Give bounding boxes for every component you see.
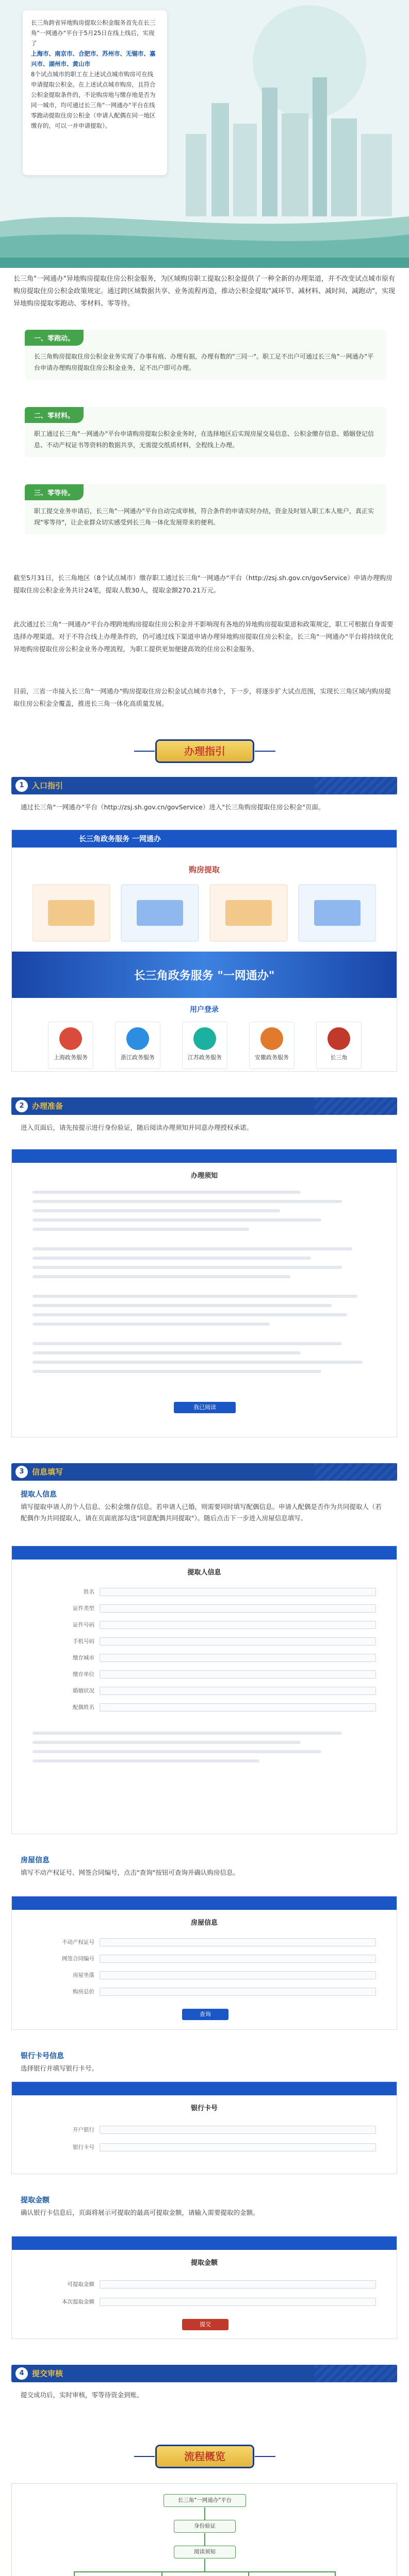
block-head: 三、零等待。 xyxy=(25,484,84,500)
applicant-form-screenshot xyxy=(11,1546,397,1834)
guide-banner xyxy=(134,737,275,766)
flow-connector xyxy=(204,2533,205,2546)
flow-step: 身份验证 xyxy=(174,2520,236,2533)
notice-screenshot xyxy=(11,1149,397,1437)
form-row xyxy=(32,1620,376,1630)
form-row xyxy=(32,2125,376,2134)
amount-field[interactable] xyxy=(100,2298,376,2306)
flow-banner xyxy=(134,2442,275,2471)
flow-title: 流程概览 xyxy=(157,2446,253,2467)
amount-form-screenshot xyxy=(11,2236,397,2339)
policy-paragraph: 此次通过长三角"一网通办"平台办理跨地购房提取住房公积金并不影响现有各地的异地购房提取渠道和政策规定，职工可根据自身需要选择办理渠道。对于不符合线上办理条件的，仍可通过线下渠道申请办理异地购房提取住房公积金。长三角"一网通办"平台将持续优化异地购房提取住房公积金业务办理流程，为职工提供更加便捷高效的住房公积金服务。 xyxy=(13,620,394,653)
tile-label: 上海政务服务 xyxy=(54,1054,88,1061)
text-line xyxy=(32,1266,342,1269)
section-3-header xyxy=(11,1463,397,1481)
field-label: 购房总价 xyxy=(73,1989,94,1995)
section-4-text: 提交成功后，实时审核，零等待资金到账。 xyxy=(21,2391,143,2399)
banner-line-right xyxy=(255,751,275,752)
section-number: 1 xyxy=(15,779,28,792)
field-label: 不动产权证号 xyxy=(62,1939,94,1945)
applicant-text: 填写提取申请人的个人信息、公积金缴存信息。若申请人已婚，则需要同时填写配偶信息。申请人配偶是否作为共同提取人（若配偶作为共同提取人，请在页面底部勾选"同意配偶共同提取"）。随后点击下一步进入房屋信息填写。 xyxy=(21,1503,382,1522)
portal-banner-text: 长三角政务服务 "一网通办" xyxy=(134,970,275,982)
banner-line-left xyxy=(134,2456,155,2457)
block-body: 职工通过长三角"一网通办"平台申请购房提取公积金业务时，在选择地区后实现房屋交易信息、公积金缴存信息、婚姻登记信息、不动产权证书等资料的数据共享，无需提交纸质材料，全程线上办理。 xyxy=(34,430,374,449)
section-2-text: 进入页面后，请先按提示进行身份验证，随后阅读办理须知并同意办理授权承诺。 xyxy=(21,1124,253,1131)
phone-field[interactable] xyxy=(100,1637,376,1646)
portal-logo: 长三角政务服务 一网通办 xyxy=(79,835,161,843)
form-row xyxy=(32,1637,376,1646)
field-label: 手机号码 xyxy=(73,1638,94,1645)
section-label: 提交审核 xyxy=(32,2369,63,2378)
text-line xyxy=(32,1732,342,1735)
header-stripe xyxy=(315,1097,397,1115)
portal-banner xyxy=(12,952,397,998)
city-select[interactable] xyxy=(100,1654,376,1662)
portal-tile-delta[interactable] xyxy=(316,1022,362,1069)
portal-screenshot xyxy=(11,829,397,1072)
text-line xyxy=(32,1750,321,1753)
price-field[interactable] xyxy=(100,1988,376,1996)
bank-text: 选择银行并填写银行卡号。 xyxy=(21,2064,99,2072)
form-row xyxy=(32,1587,376,1597)
field-label: 银行卡号 xyxy=(73,2144,94,2150)
city-icon xyxy=(126,1027,149,1050)
tile-label: 浙江政务服务 xyxy=(121,1054,155,1061)
portal-tile-anhui[interactable] xyxy=(249,1022,295,1069)
banner-line-right xyxy=(255,2456,275,2457)
form-row xyxy=(32,1971,376,1980)
flow-connector xyxy=(204,2559,205,2571)
form-row xyxy=(32,2143,376,2152)
hero-line-3: 8个试点城市的职工在上述试点城市购房可在线申请提取公积金。在上述试点城市购房，且符合公积金提取条件的，不论购房地与缴存地是否为同一城市，均可通过长三角"一网通办"平台在线零跑动提取住房公积金（申请人配偶在同一地区缴存的，可以一并申请提取）。 xyxy=(31,71,156,129)
field-label: 本次提取金额 xyxy=(62,2299,94,2305)
text-line xyxy=(32,1342,342,1345)
employer-field[interactable] xyxy=(100,1670,376,1679)
portal-tile-zhejiang[interactable] xyxy=(115,1022,160,1069)
portal-tile-jiangsu[interactable] xyxy=(182,1022,227,1069)
portal-service-cards xyxy=(32,879,376,946)
flow-connector xyxy=(335,2571,336,2576)
text-line xyxy=(32,1209,280,1212)
section-number: 2 xyxy=(15,1100,28,1112)
section-1-text: 通过长三角"一网通办"平台（http://zsj.sh.gov.cn/govService）进入"长三角购房提取住房公积金"页面。 xyxy=(21,803,325,811)
submit-button[interactable]: 提交 xyxy=(182,2319,228,2330)
tile-label: 江苏政务服务 xyxy=(188,1054,222,1061)
text-line xyxy=(32,1759,259,1762)
field-label: 可提取金额 xyxy=(67,2281,94,2287)
flow-step: 长三角"一网通办"平台 xyxy=(163,2494,246,2507)
field-label: 房屋坐落 xyxy=(73,1972,94,1978)
flow-connector xyxy=(204,2507,205,2520)
field-label: 缴存单位 xyxy=(73,1671,94,1677)
portal-header xyxy=(12,830,397,848)
flow-connector xyxy=(74,2571,75,2576)
section-2-header xyxy=(11,1097,397,1115)
guide-title: 办理指引 xyxy=(157,741,253,761)
agree-button[interactable]: 我已阅读 xyxy=(174,1402,236,1413)
banner-line-left xyxy=(134,751,155,752)
text-line xyxy=(32,1228,249,1231)
field-label: 网签合同编号 xyxy=(62,1956,94,1962)
form-row xyxy=(32,1987,376,1996)
form-row xyxy=(32,1703,376,1712)
text-line xyxy=(32,1275,290,1278)
next-steps-paragraph: 目前，三省一市接入长三角"一网通办"购房提取住房公积金试点城市共8个，下一步，将逐步扩大试点范围，实现长三角区域内购房提取住房公积金全覆盖，推进长三角一体化高质量发展。 xyxy=(13,687,391,707)
field-label: 配偶姓名 xyxy=(73,1704,94,1710)
header-stripe xyxy=(315,2365,397,2382)
text-line xyxy=(32,1323,270,1326)
name-field[interactable] xyxy=(100,1588,376,1596)
portal-service-title: 购房提取 xyxy=(188,865,220,874)
form-row xyxy=(32,1604,376,1613)
tile-label: 长三角 xyxy=(330,1054,348,1061)
block-head: 二、零材料。 xyxy=(25,407,84,423)
form-row xyxy=(32,2297,376,2307)
city-icon xyxy=(59,1027,82,1050)
hero-cities: 上海市、南京市、合肥市、苏州市、无锡市、嘉兴市、湖州市、黄山市 xyxy=(31,50,156,67)
form-header xyxy=(12,1896,397,1910)
form-row xyxy=(32,1653,376,1663)
text-line xyxy=(32,1257,311,1260)
form-title: 提取金额 xyxy=(190,2259,218,2267)
city-icon xyxy=(193,1027,216,1050)
form-title: 办理须知 xyxy=(190,1172,218,1180)
form-header xyxy=(12,2082,397,2095)
hero-summary-card xyxy=(23,10,167,175)
marital-select[interactable] xyxy=(100,1687,376,1695)
text-line xyxy=(32,1191,301,1194)
field-label: 开户银行 xyxy=(73,2127,94,2133)
block-zero-materials xyxy=(25,407,386,457)
section-number: 3 xyxy=(15,1466,28,1478)
section-number: 4 xyxy=(15,2367,28,2380)
form-row xyxy=(32,2280,376,2289)
field-label: 婚姻状况 xyxy=(73,1688,94,1694)
city-icon xyxy=(260,1027,283,1050)
city-icon xyxy=(328,1027,350,1050)
flow-connector xyxy=(74,2571,336,2572)
header-stripe xyxy=(315,1463,397,1481)
text-line xyxy=(32,1247,352,1250)
text-line xyxy=(32,1295,357,1298)
text-line xyxy=(32,1370,321,1373)
form-title: 提取人信息 xyxy=(187,1569,221,1577)
property-cert-field[interactable] xyxy=(100,1938,376,1946)
block-body: 长三角购房提取住房公积金业务实现了办事有痕、办理有据，办理有数的"三同一"。职工足不出户可通过长三角"一网通办"平台申请办理购房提取住房公积金业务，足不出户即可办理。 xyxy=(34,353,374,371)
flow-connector xyxy=(248,2571,249,2576)
form-row xyxy=(32,1954,376,1963)
house-subtitle: 房屋信息 xyxy=(21,1856,50,1865)
contract-number-field[interactable] xyxy=(100,1955,376,1963)
text-line xyxy=(32,1313,347,1316)
form-row xyxy=(32,1938,376,1947)
field-label: 证件号码 xyxy=(73,1622,94,1628)
text-line xyxy=(32,1361,363,1364)
block-zero-trips xyxy=(25,330,386,380)
form-header xyxy=(12,1546,397,1560)
hero-line-1: 长三角跨省异地购房提取公积金服务首先在长三角"一网通办"平台于5月25日在线上线后，实现了 xyxy=(31,19,156,47)
text-line xyxy=(32,1218,321,1222)
card-number-field[interactable] xyxy=(100,2143,376,2151)
section-1-header xyxy=(11,777,397,794)
flowchart xyxy=(11,2483,397,2576)
portal-login-title: 用户登录 xyxy=(190,1006,219,1014)
block-zero-wait xyxy=(25,484,386,534)
stats-paragraph: 截至5月31日，长三角地区（8个试点城市）缴存职工通过长三角"一网通办"平台（http://zsj.sh.gov.cn/govService）申请办理购房提取住房公积金业务共计24笔，提取人数30人，提取金额270.21万元。 xyxy=(13,574,392,594)
spouse-name-field[interactable] xyxy=(100,1703,376,1711)
house-form-screenshot xyxy=(11,1896,397,2030)
id-number-field[interactable] xyxy=(100,1621,376,1629)
intro-paragraph: 长三角"一网通办"异地购房提取住房公积金服务，为区域购房职工提取公积金提供了一种全新的办理渠道，并不改变试点城市原有购房提取住房公积金政策规定。通过跨区域数据共享、业务流程再造，推动公积金提取"减环节、减材料、减时间、减跑动"，实现异地购房提取零跑动、零材料、零等待。 xyxy=(13,275,395,308)
portal-tile-shanghai[interactable] xyxy=(48,1022,93,1069)
bank-select[interactable] xyxy=(100,2126,376,2134)
field-label: 缴存城市 xyxy=(73,1655,94,1661)
flow-step: 阅读须知 xyxy=(174,2546,236,2558)
form-title: 房屋信息 xyxy=(190,1919,218,1927)
tile-label: 安徽政务服务 xyxy=(255,1054,289,1061)
hero-section xyxy=(0,0,409,268)
id-type-select[interactable] xyxy=(100,1604,376,1613)
amount-subtitle: 提取金额 xyxy=(21,2196,50,2205)
section-4-header xyxy=(11,2365,397,2382)
text-line xyxy=(32,1304,332,1307)
section-label: 信息填写 xyxy=(32,1467,63,1477)
block-head: 一、零跑动。 xyxy=(25,330,84,346)
field-label: 证件类型 xyxy=(73,1605,94,1612)
flow-connector xyxy=(161,2571,162,2576)
text-line xyxy=(32,1351,301,1354)
max-amount-field xyxy=(100,2280,376,2289)
house-text: 填写不动产权证号、网签合同编号，点击"查询"按钮可查询并确认购房信息。 xyxy=(21,1869,240,1876)
block-body: 职工提交业务申请后，长三角"一网通办"平台自动完成审核，符合条件的申请实时办结，资金及时划入职工本人账户，真正实现"零等待"，让企业群众切实感受到长三角一体化发展带来的便利。 xyxy=(34,507,374,526)
bank-form-screenshot xyxy=(11,2081,397,2174)
form-row xyxy=(32,1670,376,1679)
form-title: 银行卡号 xyxy=(190,2105,218,2112)
query-button[interactable]: 查询 xyxy=(182,2009,228,2020)
header-stripe xyxy=(315,777,397,794)
address-field[interactable] xyxy=(100,1971,376,1979)
amount-text: 确认银行卡信息后，页面将展示可提取的最高可提取金额，请输入需要提取的金额。 xyxy=(21,2209,259,2216)
form-row xyxy=(32,1686,376,1696)
section-label: 入口指引 xyxy=(32,781,63,790)
field-label: 姓名 xyxy=(84,1589,94,1595)
section-label: 办理准备 xyxy=(32,1101,63,1111)
text-line xyxy=(32,1741,301,1744)
bank-subtitle: 银行卡号信息 xyxy=(21,2052,64,2060)
applicant-subtitle: 提取人信息 xyxy=(21,1490,57,1499)
form-header xyxy=(12,2236,397,2250)
form-header xyxy=(12,1149,397,1163)
text-line xyxy=(32,1200,342,1203)
